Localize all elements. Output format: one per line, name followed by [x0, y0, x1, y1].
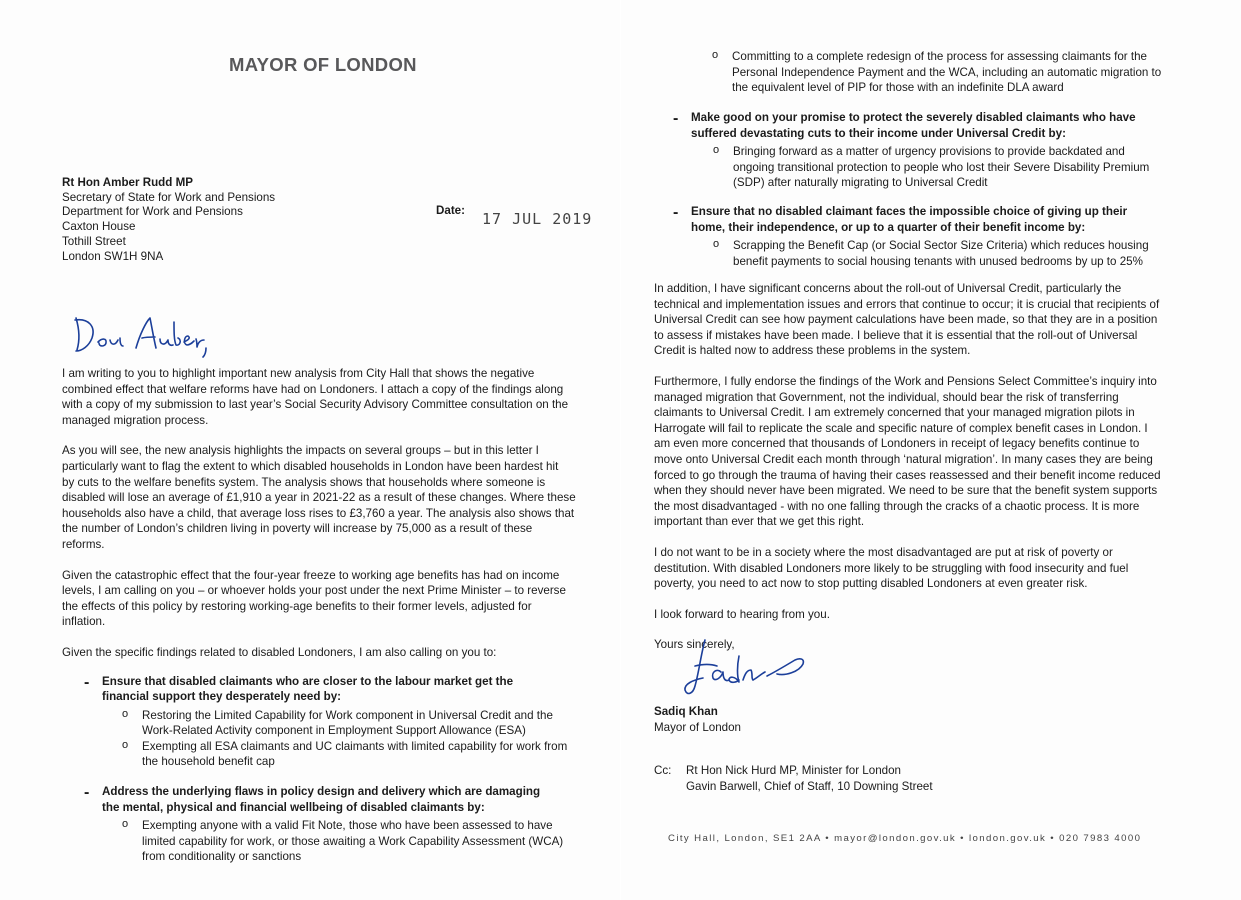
demand-item [673, 110, 1213, 191]
body-paragraph: I do not want to be in a society where the most disadvantaged are put at risk of poverty or destitution. With disabled Londoners more likely to be struggling with food insecurity and fuel poverty, you need to act now to stop putting disabled Londoners at even greater risk. [654, 545, 1129, 591]
demand-point-text: o Exempting all ESA claimants and UC claimants with limited capability for work from the household benefit cap [142, 739, 568, 769]
demand-point-text: o Bringing forward as a matter of urgency provisions to provide backdated and ongoing transitional protection to people who lost their Severe Disability Premium (SDP) after naturally migrating to Universal Credit [733, 145, 1150, 190]
body-paragraph: As you will see, the new analysis highlights the impacts on several groups – but in this letter I particularly want to flag the extent to which disabled households in London have been hardest hit by cuts to the welfare benefits system. The analysis shows that households where someone is disabled will lose an average of £1,910 a year in 2021-22 as a result of these changes. Where these households also have a child, that average loss rises to £3,760 a year. The analysis also shows that the number of London’s children living in poverty will increase by 75,000 as a result of these reforms. [62, 444, 576, 551]
demand-point [122, 739, 602, 770]
address-line: Secretary of State for Work and Pensions [62, 190, 276, 204]
demand-point-text: o Committing to a complete redesign of the process for assessing claimants for the Personal Independence Payment and the WCA, including an automatic migration to the equivalent level of PIP for those with an indefinite DLA award [732, 50, 1162, 95]
demand-points [712, 49, 1212, 96]
body-paragraph: I am writing to you to highlight important new analysis from City Hall that shows the negative combined effect that welfare reforms have had on Londoners. I attach a copy of the findings along with a copy of my submission to last year’s Social Security Advisory Committee consultation on the managed migration process. [62, 367, 569, 427]
demands-list-right [673, 110, 1213, 269]
cc-line: Gavin Barwell, Chief of Staff, 10 Downing Street [686, 779, 933, 793]
demands-list [673, 110, 1213, 269]
demand-heading: - Address the underlying flaws in policy design and delivery which are damaging the mental, physical and financial wellbeing of disabled claimants by: [102, 785, 541, 814]
body-paragraph: Given the specific findings related to disabled Londoners, I am also calling on you to: [62, 645, 497, 659]
body-paragraph: Given the catastrophic effect that the four-year freeze to working age benefits has had on income levels, I am calling on you – or whoever holds your post under the next Prime Minister – to reverse the effects of this policy by restoring working-age benefits to their former levels, adjusted for inflation. [62, 568, 566, 629]
demand-item [84, 784, 602, 865]
cc-label: Cc: [654, 764, 672, 777]
letter-footer: City Hall, London, SE1 2AA • mayor@london.gov.uk • london.gov.uk • 020 7983 4000 [668, 833, 1142, 844]
handwritten-salutation [70, 312, 210, 360]
letter-page-left [0, 0, 620, 900]
recipient-name: Rt Hon Amber Rudd MP [62, 176, 193, 189]
demand-point [712, 49, 1212, 96]
address-line: Caxton House [62, 220, 136, 234]
demand-point [713, 144, 1213, 191]
demand-point-text: o Exempting anyone with a valid Fit Note, those who have been assessed to have limited capability for work, or those awaiting a Work Capability Assessment (WCA) from conditionality or sanctions [142, 819, 564, 864]
body-paragraph: In addition, I have significant concerns about the roll-out of Universal Credit, particularly the technical and implementation issues and errors that continue to occur; it is crucial that recipients of Universal Credit can see how payment calculations have been made, so that they are in a position to assess if mistakes have been made. I believe that it is essential that the roll-out of Universal Credit is halted now to address these problems in the system. [654, 282, 1160, 358]
demand-point-text: o Restoring the Limited Capability for Work component in Universal Credit and the Work-Related Activity component in Employment Support Allowance (ESA) [142, 708, 553, 738]
closing: Yours sincerely, [654, 638, 735, 652]
demand-points [122, 818, 602, 865]
demand-heading: - Make good on your promise to protect the severely disabled claimants who have suffered devastating cuts to their income under Universal Credit by: [691, 111, 1136, 140]
demand-heading: - Ensure that no disabled claimant faces the impossible choice of giving up their home, their independence, or up to a quarter of their benefit income by: [691, 204, 1128, 234]
recipient-block [62, 176, 392, 264]
address-line: Department for Work and Pensions [62, 205, 243, 219]
demand-point-text: o Scrapping the Benefit Cap (or Social Sector Size Criteria) which reduces housing benefit payments to social housing tenants with unused bedrooms by up to 25% [733, 239, 1149, 268]
demand-point [122, 818, 602, 865]
signoff-block [654, 704, 954, 735]
demand-point [713, 238, 1213, 269]
address-line: London SW1H 9NA [62, 249, 164, 263]
demand-point [122, 708, 602, 739]
demand-item [84, 674, 602, 771]
body-paragraph: Furthermore, I fully endorse the findings of the Work and Pensions Select Committee’s inquiry into managed migration that Government, not the individual, should bear the risk of transferring claimants to Universal Credit. I am extremely concerned that your managed migration pilots in Harrogate will fail to replicate the scale and specific nature of complex benefit cases in London. I am even more concerned that thousands of Londoners in receipt of legacy benefits continue to move onto Universal Credit each month through ‘natural migration’. In many cases they are being forced to go through the trauma of having their cases reassessed and their benefit income reduced when they should never have been migrated. We need to be sure that the benefit system supports the most disadvantaged - with no one falling through the cracks of a chaotic process. It is more important than ever that we get this right. [654, 374, 1161, 529]
address-line: Tothill Street [62, 234, 126, 248]
date-stamp: 17 JUL 2019 [482, 210, 593, 228]
demand-points [122, 708, 602, 770]
demands-list [84, 674, 602, 866]
body-paragraph: I look forward to hearing from you. [654, 607, 830, 621]
handwritten-signature [681, 636, 811, 700]
demand-item [673, 204, 1213, 269]
date-label: Date: [436, 204, 465, 217]
continued-point [712, 49, 1212, 96]
cc-line: Rt Hon Nick Hurd MP, Minister for London [686, 764, 901, 777]
signatory-title: Mayor of London [654, 720, 742, 734]
cc-list [686, 763, 1106, 794]
letter-page-right [621, 0, 1241, 900]
demand-points [713, 144, 1213, 191]
demand-heading: - Ensure that disabled claimants who are closer to the labour market get the financial support they desperately need by: [102, 674, 514, 704]
signatory-name: Sadiq Khan [654, 705, 718, 718]
demand-points [713, 238, 1213, 269]
body-right [654, 281, 1214, 653]
org-title: MAYOR OF LONDON [229, 54, 417, 75]
body-left [62, 366, 602, 865]
